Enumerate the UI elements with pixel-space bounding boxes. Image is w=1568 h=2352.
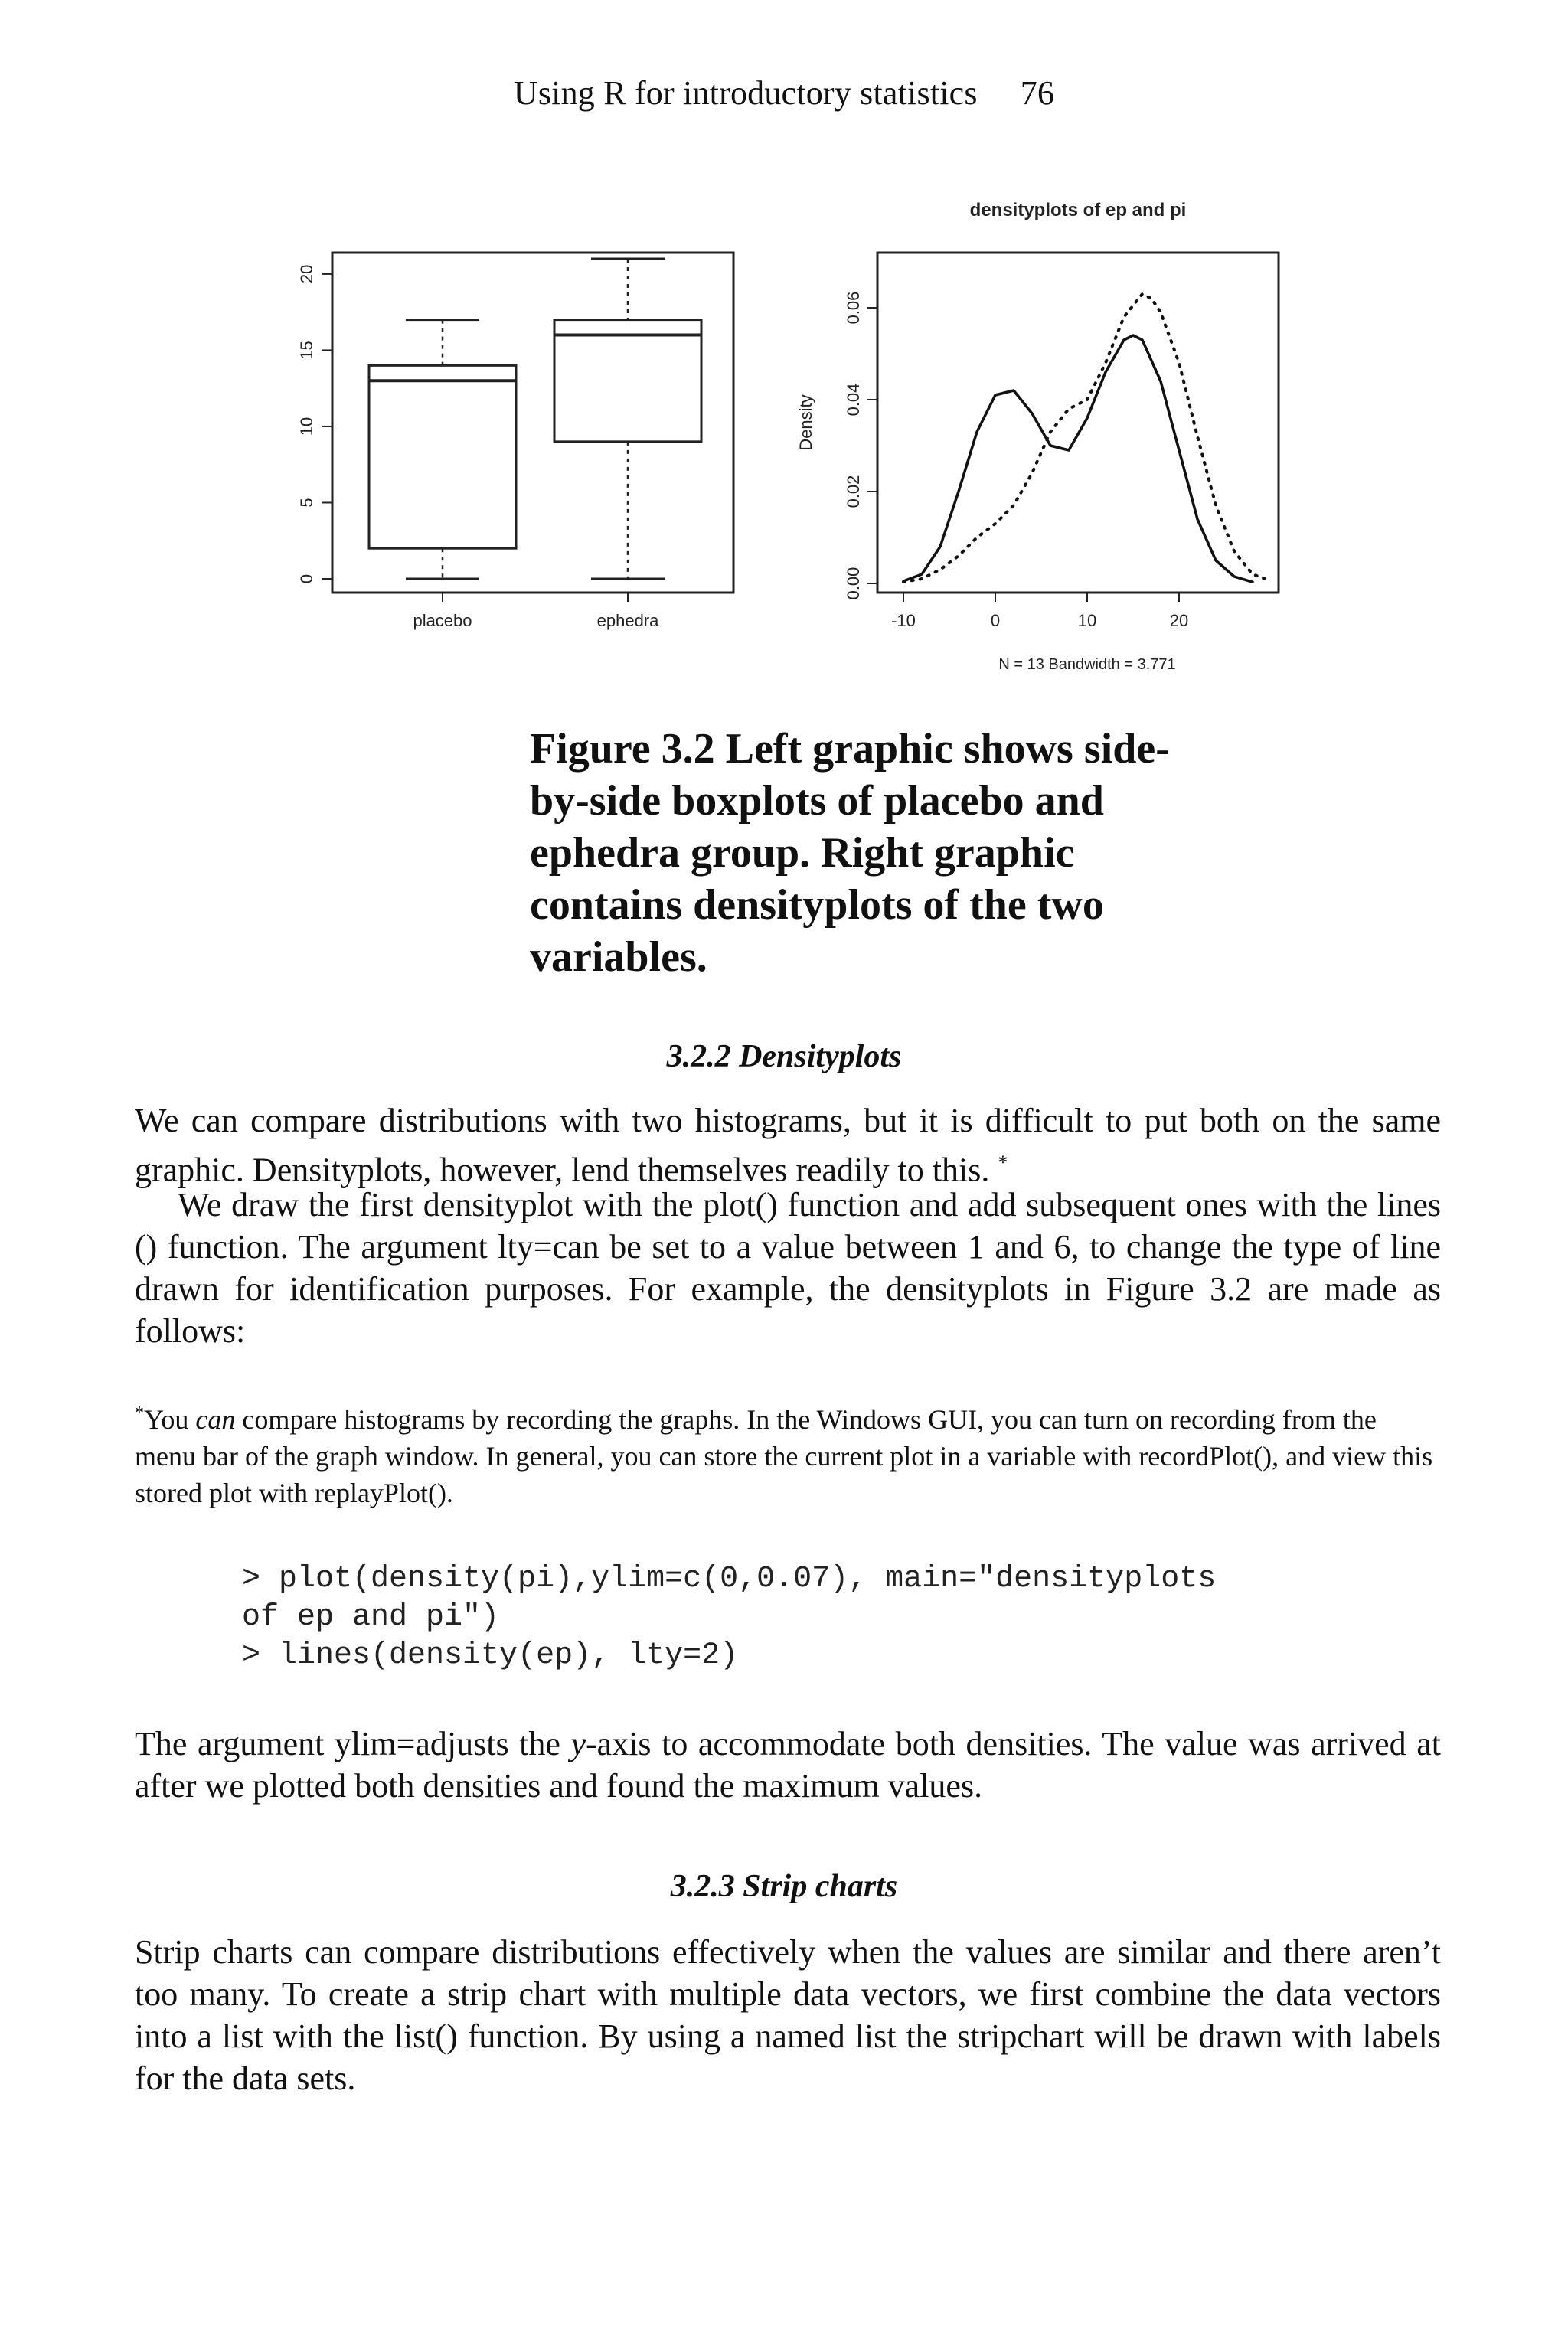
box <box>554 320 701 442</box>
box <box>369 365 516 548</box>
section-title-densityplots: 3.2.2 Densityplots <box>666 1039 902 1074</box>
code-line: > lines(density(ep), lty=2) <box>242 1638 739 1673</box>
footnote <box>135 1395 1441 1511</box>
chart-title: densityplots of ep and pi <box>969 200 1187 220</box>
y-tick-label: 0.06 <box>843 291 863 325</box>
figure-3-2 <box>0 0 1568 704</box>
paragraph-text: We can compare distributions with two histograms, but it is difficult to put both on the same graphic. Densityplots, however, lend themselves readily to this. <box>135 1102 1441 1189</box>
density-chart <box>796 200 1279 673</box>
paragraph-densityplots-lty: We draw the first densityplot with the plot() function and add subsequent ones with the lines () function. The argument lty=can be set to a value between 1 and 6, to change the type of line drawn for identification purposes. For example, the densityplots in Figure 3.2 are made as follows: <box>135 1186 1441 1350</box>
x-tick-label: -10 <box>891 611 916 630</box>
paragraph-densityplots-intro <box>135 1099 1441 1191</box>
y-tick-label: 15 <box>296 341 316 360</box>
page-number: 76 <box>1020 74 1055 112</box>
category-label: ephedra <box>596 611 659 630</box>
code-block <box>242 1560 1216 1675</box>
category-label: placebo <box>413 611 472 630</box>
paragraph-text: The argument ylim=adjusts the <box>135 1725 571 1762</box>
y-tick-label: 10 <box>296 416 316 436</box>
paragraph-strip-charts: Strip charts can compare distributions effectively when the values are similar and there aren’t too many. To create a strip chart with multiple data vectors, we first combine the data vectors into a list with the list() function. By using a named list the stripchart will be drawn with labels for the data sets. <box>135 1933 1441 2097</box>
x-tick-label: 0 <box>990 611 1001 630</box>
running-title: Using R for introductory statistics <box>513 74 978 112</box>
paragraph-ylim <box>135 1723 1441 1807</box>
footnote-italic: can <box>195 1404 236 1435</box>
section-title-strip-charts: 3.2.3 Strip charts <box>670 1869 898 1904</box>
code-line: of ep and pi") <box>242 1600 500 1635</box>
x-axis-label: N = 13 Bandwidth = 3.771 <box>998 656 1176 673</box>
y-italic: y <box>570 1725 586 1762</box>
y-tick-label: 0.04 <box>843 383 863 416</box>
footnote-marker: * <box>998 1152 1008 1174</box>
density-line-dotted <box>903 294 1271 582</box>
y-tick-label: 0.00 <box>843 567 863 600</box>
y-tick-label: 0.02 <box>843 475 863 508</box>
y-tick-label: 20 <box>296 264 316 284</box>
footnote-marker-sup: * <box>135 1403 144 1423</box>
y-tick-label: 5 <box>296 498 316 508</box>
x-tick-label: 10 <box>1077 611 1097 630</box>
y-axis-label: Density <box>796 394 815 451</box>
footnote-lead: You <box>144 1404 196 1435</box>
density-line-solid <box>903 335 1253 582</box>
figure-caption: Figure 3.2 Left graphic shows side-by-side boxplots of placebo and ephedra group. Right graphic contains densityplots of the two variables. <box>530 725 1170 981</box>
paragraph-text: -axis to accommodate both densities. The value was arrived at after we plotted both densities and found the maximum values. <box>135 1725 1441 1805</box>
code-line: > plot(density(pi),ylim=c(0,0.07), main="densityplots <box>242 1562 1217 1596</box>
footnote-text: compare histograms by recording the graphs. In the Windows GUI, you can turn on recording from the menu bar of the graph window. In general, you can store the current plot in a variable with recordPlot(), and view this stored plot with replayPlot(). <box>135 1404 1433 1508</box>
boxplot-chart <box>297 253 733 630</box>
x-tick-label: 20 <box>1169 611 1189 630</box>
y-tick-label: 0 <box>296 573 316 584</box>
plot-frame <box>877 253 1279 593</box>
